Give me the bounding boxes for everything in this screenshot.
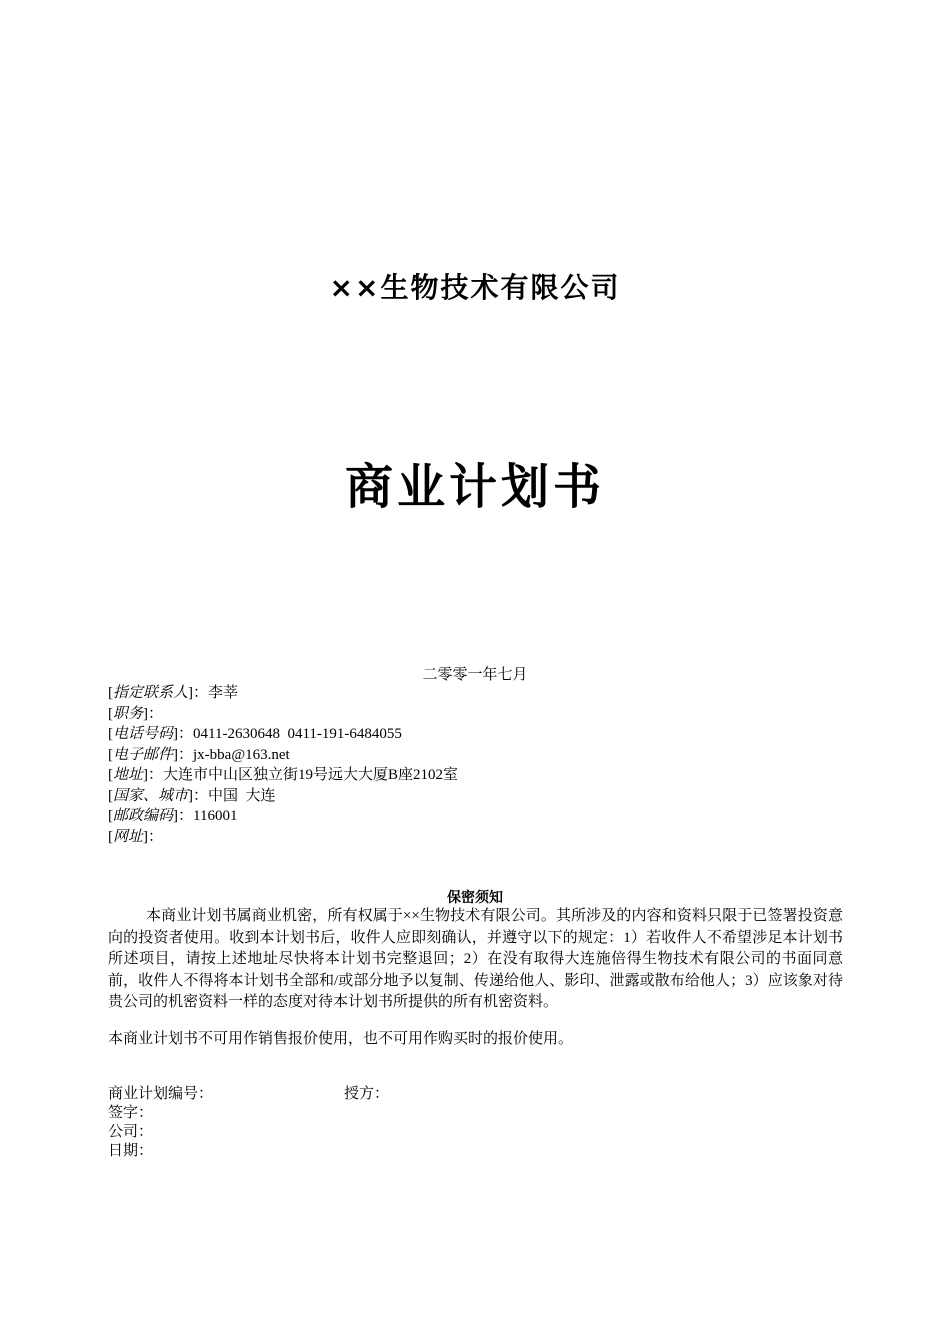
contact-label: 电子邮件 xyxy=(113,746,174,763)
contact-row-phone: [电话号码]：0411-2630648 0411-191-6484055 xyxy=(108,726,402,742)
contact-row-email: [电子邮件]：jx-bba@163.net xyxy=(108,746,290,763)
contact-label: 国家、城市 xyxy=(113,787,189,804)
company-label: 公司： xyxy=(108,1124,154,1140)
sign-row-company xyxy=(108,1123,848,1142)
sign-row-signature xyxy=(108,1104,848,1123)
date-label: 日期： xyxy=(108,1143,154,1159)
contact-label: 指定联系人 xyxy=(113,685,189,701)
contact-label: 职务 xyxy=(113,705,144,722)
contact-label: 电话号码 xyxy=(113,726,174,742)
contact-label: 邮政编码 xyxy=(113,808,174,824)
contact-row-contact-person: [指定联系人]：李莘 xyxy=(108,685,239,701)
sign-row-plan-number xyxy=(108,1085,848,1104)
authorized-label: 授方： xyxy=(344,1086,390,1102)
contact-label: 网址 xyxy=(113,828,144,845)
plan-number-label: 商业计划编号： xyxy=(108,1086,214,1102)
contact-value: 中国 大连 xyxy=(208,787,276,804)
document-title: 商业计划书 xyxy=(344,459,605,515)
contact-row-website: [网址]： xyxy=(108,828,164,845)
confidentiality-body: 本商业计划书属商业机密，所有权属于××生物技术有限公司。其所涉及的内容和资料只限于已签署投资意向的投资者使用。收到本计划书后，收件人应即刻确认，并遵守以下的规定：1）若收件人不希望涉足本计划书所述项目，请按上述地址尽快将本计划书完整退回；2）在没有取得大连施倍得生物技术有限公司的书面同意前，收件人不得将本计划书全部和/或部分地予以复制、传递给他人、影印、泄露或散布给他人；3）应该象对待贵公司的机密资料一样的态度对待本计划书所提供的所有机密资料。 xyxy=(108,908,843,1010)
contact-value: 116001 xyxy=(193,808,238,824)
contact-value: jx-bba@163.net xyxy=(193,746,290,763)
contact-value: 大连市中山区独立街19号远大大厦B座2102室 xyxy=(163,767,459,783)
company-name: ××生物技术有限公司 xyxy=(329,271,621,304)
usage-notice: 本商业计划书不可用作销售报价使用，也不可用作购买时的报价使用。 xyxy=(108,1031,574,1047)
signature-label: 签字： xyxy=(108,1105,154,1121)
document-date: 二零零一年七月 xyxy=(422,667,528,683)
contact-row-postal-code: [邮政编码]：116001 xyxy=(108,808,238,824)
contact-value: 李莘 xyxy=(208,685,239,701)
signature-block xyxy=(108,1085,848,1161)
contact-row-country-city: [国家、城市]：中国 大连 xyxy=(108,787,276,804)
contact-value: 0411-2630648 0411-191-6484055 xyxy=(193,726,402,742)
sign-row-date xyxy=(108,1142,848,1161)
contact-label: 地址 xyxy=(113,767,144,783)
contact-row-address: [地址]：大连市中山区独立街19号远大大厦B座2102室 xyxy=(108,767,459,783)
confidentiality-heading: 保密须知 xyxy=(447,890,503,906)
contact-row-position: [职务]： xyxy=(108,705,164,722)
contact-block xyxy=(108,683,848,847)
